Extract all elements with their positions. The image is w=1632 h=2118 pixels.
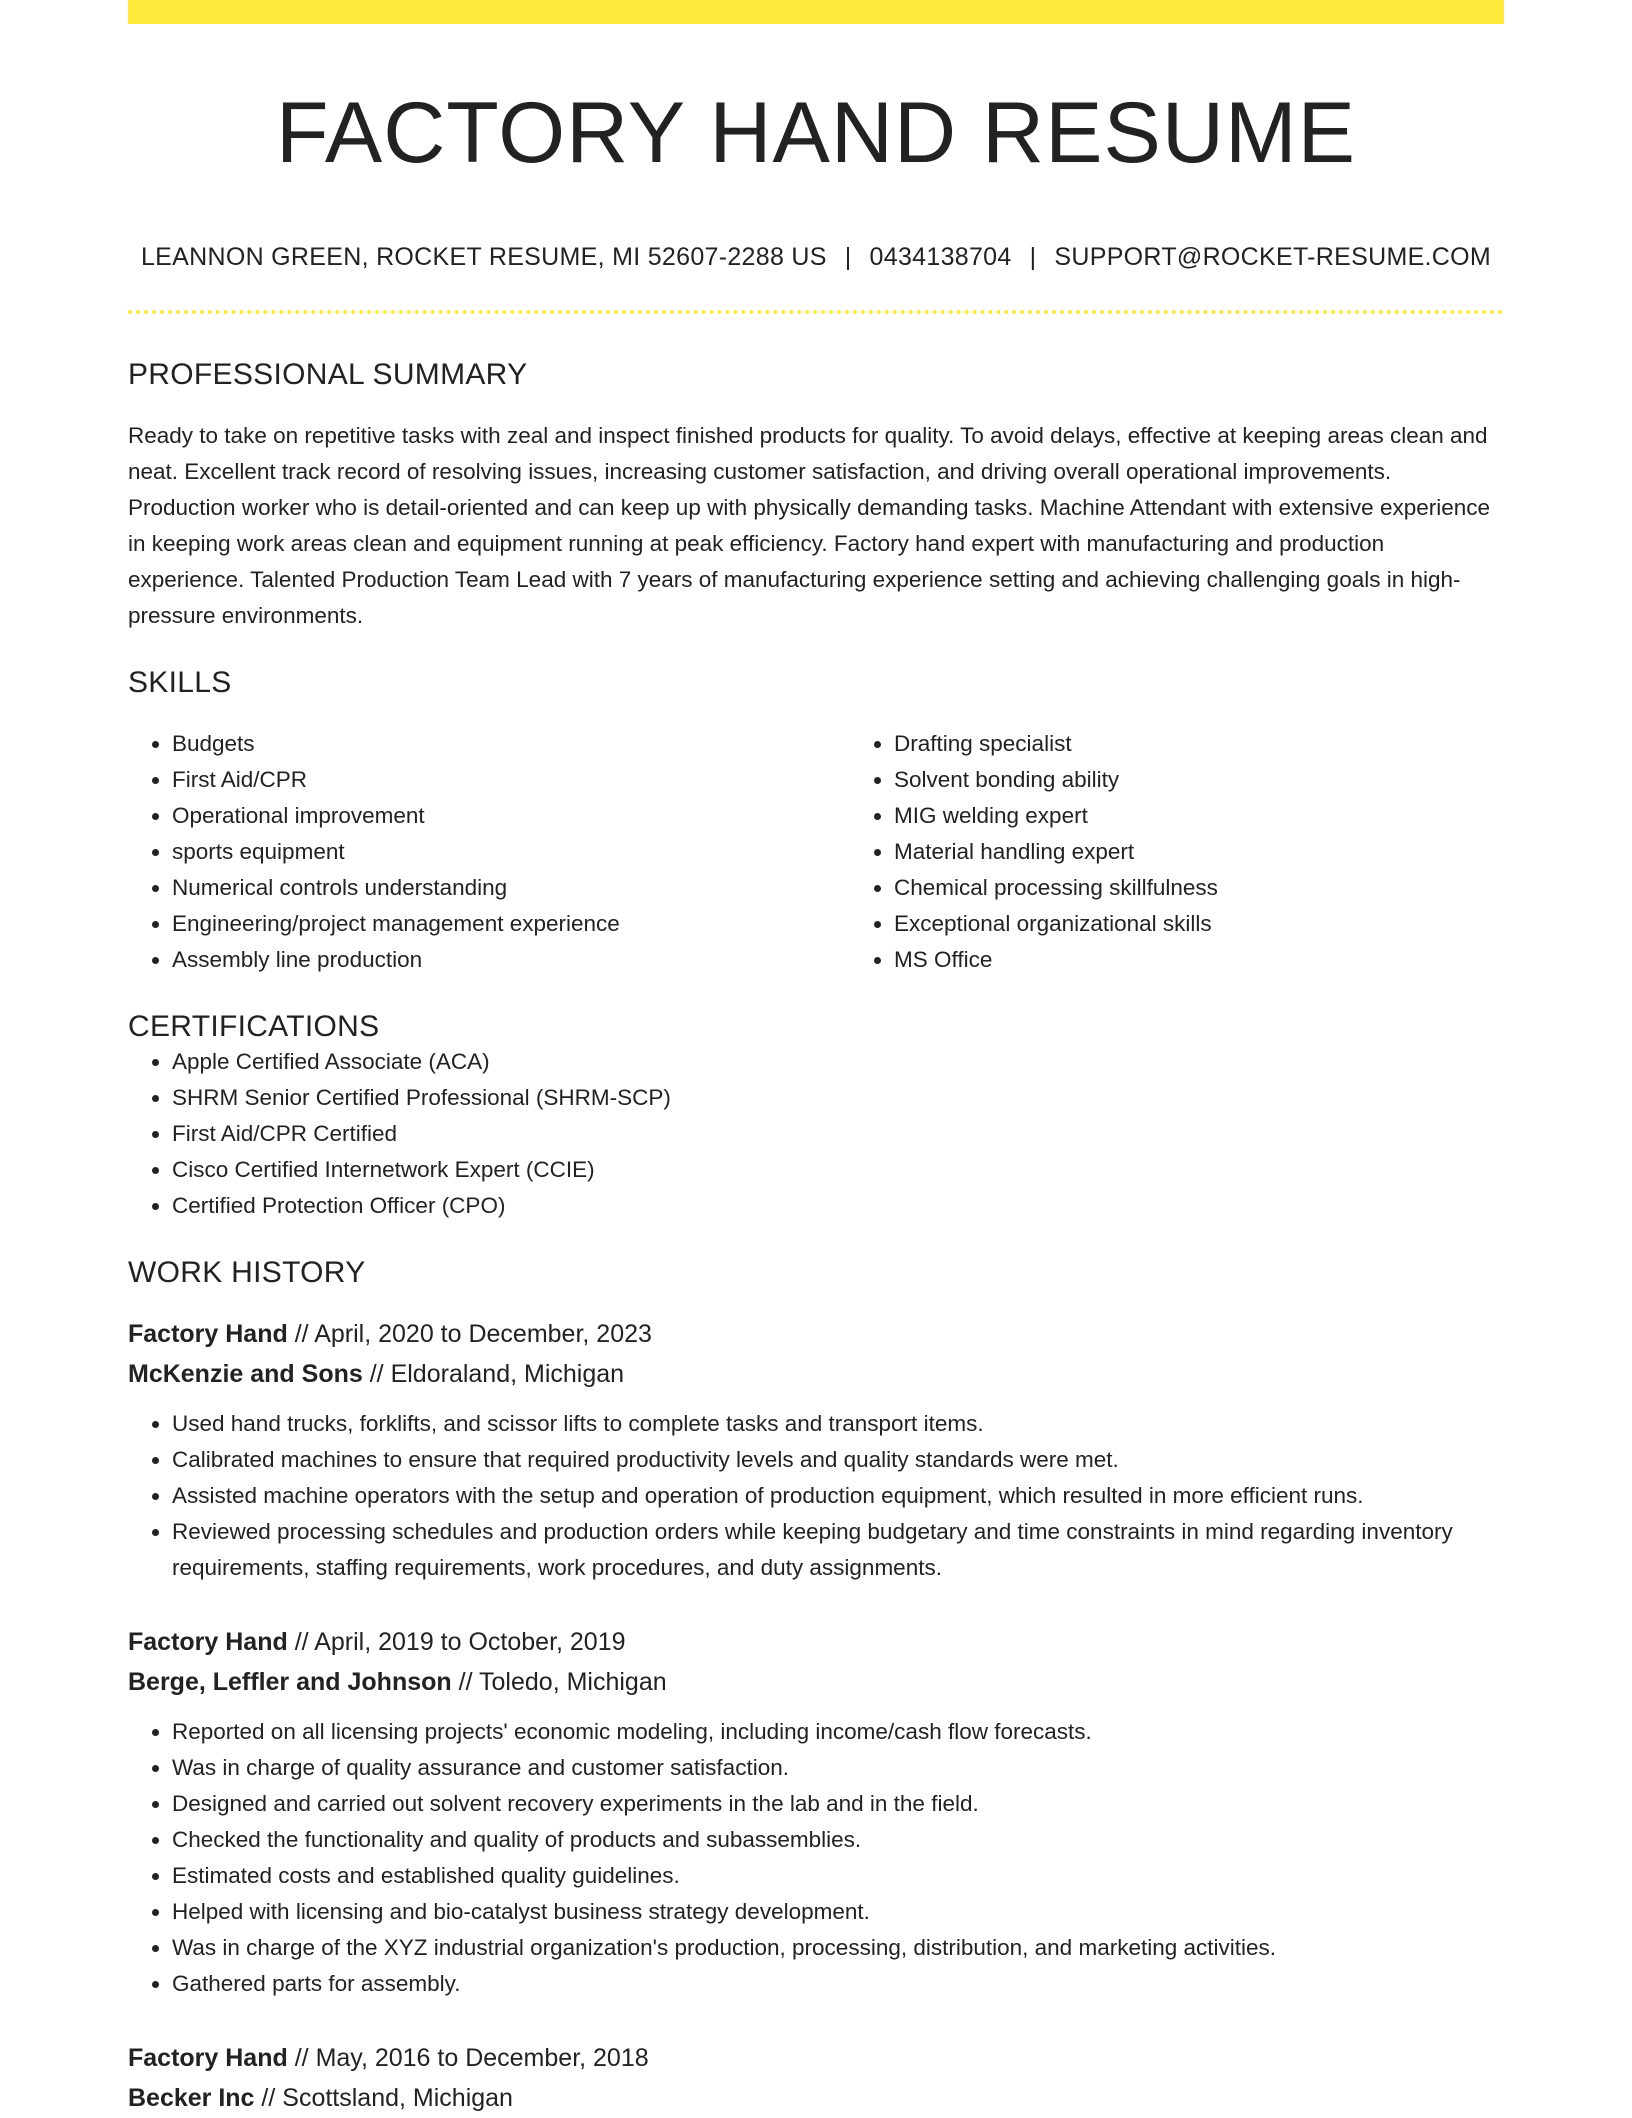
- job-title-line: [128, 2038, 1504, 2078]
- job-separator: //: [294, 2043, 309, 2072]
- skill-item: • Numerical controls understanding: [172, 870, 850, 906]
- resume-title: FACTORY HAND RESUME: [276, 85, 1356, 181]
- job-location: Scottsland, Michigan: [282, 2083, 513, 2112]
- job-company-line: [128, 1662, 1504, 1702]
- skills-heading: SKILLS: [128, 665, 232, 699]
- job-title-line: [128, 1622, 1504, 1662]
- job-separator: //: [294, 1319, 309, 1348]
- job-duty: • Reported on all licensing projects' economic modeling, including income/cash flow forecasts.: [172, 1714, 1504, 1750]
- job-entry: [128, 2038, 1504, 2118]
- certification-item: • SHRM Senior Certified Professional (SHRM-SCP): [172, 1080, 1504, 1116]
- job-title: Factory Hand: [128, 1627, 288, 1656]
- job-title-line: [128, 1314, 1504, 1354]
- certification-item: • Apple Certified Associate (ACA): [172, 1044, 1504, 1080]
- job-duty: • Calibrated machines to ensure that required productivity levels and quality standards were met.: [172, 1442, 1504, 1478]
- job-duty: • Was in charge of quality assurance and customer satisfaction.: [172, 1750, 1504, 1786]
- job-duties-list: [128, 1406, 1504, 1586]
- job-duties-list: [128, 1714, 1504, 2002]
- job-title: Factory Hand: [128, 2043, 288, 2072]
- skills-list-left: [128, 726, 850, 978]
- contact-email: SUPPORT@ROCKET-RESUME.COM: [1054, 242, 1492, 271]
- dotted-divider: [128, 310, 1504, 314]
- job-duty: • Used hand trucks, forklifts, and scissor lifts to complete tasks and transport items.: [172, 1406, 1504, 1442]
- skill-item: • MS Office: [894, 942, 1572, 978]
- skill-item: • Budgets: [172, 726, 850, 762]
- job-separator: //: [369, 1359, 384, 1388]
- certification-item: • Certified Protection Officer (CPO): [172, 1188, 1504, 1224]
- work-history-heading: WORK HISTORY: [128, 1255, 366, 1289]
- summary-text: Ready to take on repetitive tasks with zeal and inspect finished products for quality. To avoid delays, effective at keeping areas clean and neat. Excellent track record of resolving issues, increasing customer satisfaction, and driving overall operational improvements. Production worker who is detail-oriented and can keep up with physically demanding tasks. Machine Attendant with extensive experience in keeping work areas clean and equipment running at peak efficiency. Factory hand expert with manufacturing and production experience. Talented Production Team Lead with 7 years of manufacturing experience setting and achieving challenging goals in high-pressure environments.: [128, 422, 1491, 628]
- skills-list-right: [850, 726, 1572, 978]
- contact-line: [128, 243, 1504, 272]
- job-entry: [128, 1622, 1504, 2002]
- skill-item: • Drafting specialist: [894, 726, 1572, 762]
- job-duty: • Designed and carried out solvent recovery experiments in the lab and in the field.: [172, 1786, 1504, 1822]
- skill-item: • Exceptional organizational skills: [894, 906, 1572, 942]
- job-location: Toledo, Michigan: [479, 1667, 667, 1696]
- skill-item: • Solvent bonding ability: [894, 762, 1572, 798]
- skill-item: • MIG welding expert: [894, 798, 1572, 834]
- job-location: Eldoraland, Michigan: [390, 1359, 625, 1388]
- contact-separator: |: [844, 242, 852, 271]
- skill-item: • Material handling expert: [894, 834, 1572, 870]
- certifications-heading: CERTIFICATIONS: [128, 1009, 380, 1043]
- skill-item: • sports equipment: [172, 834, 850, 870]
- job-company: Becker Inc: [128, 2083, 255, 2112]
- job-duty: • Checked the functionality and quality of products and subassemblies.: [172, 1822, 1504, 1858]
- job-company: McKenzie and Sons: [128, 1359, 363, 1388]
- job-dates: April, 2019 to October, 2019: [314, 1627, 626, 1656]
- skill-item: • Assembly line production: [172, 942, 850, 978]
- contact-separator: |: [1029, 242, 1037, 271]
- contact-phone: 0434138704: [869, 242, 1012, 271]
- accent-top-bar: [128, 0, 1504, 24]
- job-company-line: [128, 1354, 1504, 1394]
- job-title: Factory Hand: [128, 1319, 288, 1348]
- job-separator: //: [294, 1627, 309, 1656]
- job-separator: //: [458, 1667, 473, 1696]
- skill-item: • Operational improvement: [172, 798, 850, 834]
- job-separator: //: [261, 2083, 276, 2112]
- summary-heading: PROFESSIONAL SUMMARY: [128, 357, 528, 391]
- job-dates: May, 2016 to December, 2018: [315, 2043, 649, 2072]
- job-duty: • Reviewed processing schedules and production orders while keeping budgetary and time constraints in mind regarding inventory requirements, staffing requirements, work procedures, and duty assignments.: [172, 1514, 1504, 1586]
- job-entry: [128, 1314, 1504, 1586]
- resume-page: [128, 0, 1504, 2118]
- certification-item: • Cisco Certified Internetwork Expert (CCIE): [172, 1152, 1504, 1188]
- job-duty: • Assisted machine operators with the setup and operation of production equipment, which resulted in more efficient runs.: [172, 1478, 1504, 1514]
- job-duty: • Was in charge of the XYZ industrial organization's production, processing, distribution, and marketing activities.: [172, 1930, 1504, 1966]
- certifications-list: [128, 1044, 1504, 1224]
- contact-address: LEANNON GREEN, ROCKET RESUME, MI 52607-2288 US: [140, 242, 827, 271]
- skills-columns: [128, 726, 1504, 978]
- job-duty: • Helped with licensing and bio-catalyst business strategy development.: [172, 1894, 1504, 1930]
- job-company: Berge, Leffler and Johnson: [128, 1667, 452, 1696]
- job-dates: April, 2020 to December, 2023: [314, 1319, 652, 1348]
- skill-item: • First Aid/CPR: [172, 762, 850, 798]
- job-duty: • Estimated costs and established quality guidelines.: [172, 1858, 1504, 1894]
- skill-item: • Engineering/project management experience: [172, 906, 850, 942]
- skill-item: • Chemical processing skillfulness: [894, 870, 1572, 906]
- job-duty: • Gathered parts for assembly.: [172, 1966, 1504, 2002]
- certification-item: • First Aid/CPR Certified: [172, 1116, 1504, 1152]
